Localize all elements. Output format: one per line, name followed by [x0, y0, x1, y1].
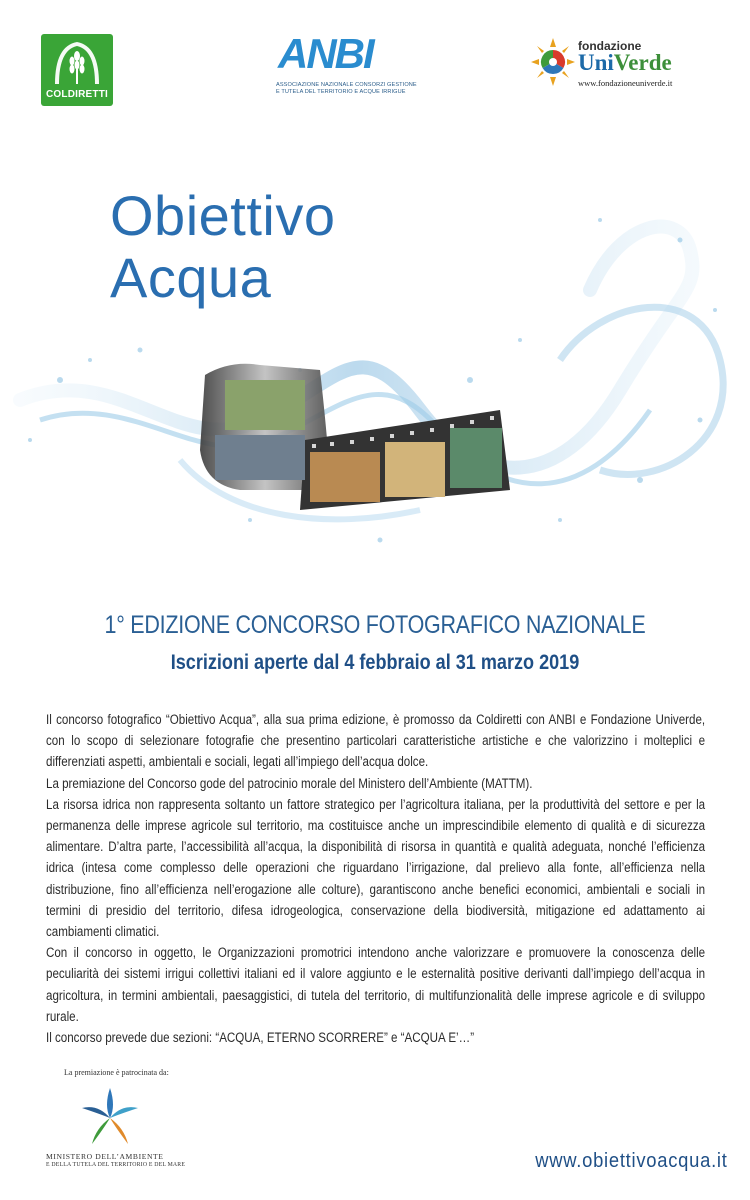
- anbi-subtitle-line-1: ASSOCIAZIONE NAZIONALE CONSORZI GESTIONE: [276, 82, 417, 88]
- hero-title-line-1: Obiettivo: [110, 184, 336, 247]
- hero-visual: [0, 160, 750, 580]
- ministero-name-line-2: E DELLA TUTELA DEL TERRITORIO E DEL MARE: [46, 1162, 186, 1168]
- univerde-name-uni: Uni: [578, 50, 614, 75]
- body-paragraph: Il concorso fotografico “Obiettivo Acqua”, alla sua prima edizione, è promosso da Coldiretti con ANBI e Fondazione Univerde, con lo scopo di selezionare fotografie che presentino particolari caratteristiche artistiche e che valorizzino i molteplici e differenziati aspetti, ambientali e sociali, legati all’impiego dell’acqua dolce.: [46, 712, 706, 770]
- univerde-name: [578, 50, 672, 76]
- univerde-prefix: fondazione: [578, 39, 642, 53]
- edition-heading: 1° EDIZIONE CONCORSO FOTOGRAFICO NAZIONALE: [104, 611, 646, 639]
- coldiretti-label: COLDIRETTI: [46, 89, 108, 100]
- anbi-logo: [272, 30, 477, 106]
- website-link[interactable]: www.obiettivoacqua.it: [535, 1150, 728, 1172]
- ministero-name: [46, 1152, 246, 1170]
- body-paragraph: Il concorso prevede due sezioni: “ACQUA, ETERNO SCORRERE” e “ACQUA E’…”: [46, 1030, 475, 1046]
- univerde-website: www.fondazioneuniverde.it: [578, 78, 673, 88]
- coldiretti-logo: [41, 34, 113, 106]
- body-paragraph: Con il concorso in oggetto, le Organizzazioni promotrici intendono anche valorizzare e promuovere la conoscenza delle peculiarità dei sistemi irrigui collettivi italiani ed il valore aggiunto e le esternalità positive derivanti dall’impiego dell’acqua in agricoltura, in termini ambientali, paesaggistici, di tutela del territorio, di multifunzionalità delle imprese agricole e di sviluppo rurale.: [46, 945, 706, 1024]
- ministero-star-icon: [70, 1085, 150, 1151]
- univerde-logo: [530, 36, 715, 96]
- body-text: [46, 709, 705, 1048]
- body-paragraph: La premiazione del Concorso gode del patrocinio morale del Ministero dell’Ambiente (MATTM).: [46, 775, 533, 791]
- univerde-sun-icon: [530, 36, 576, 88]
- anbi-subtitle-line-2: E TUTELA DEL TERRITORIO E ACQUE IRRIGUE: [276, 89, 406, 95]
- registration-dates: Iscrizioni aperte dal 4 febbraio al 31 marzo 2019: [170, 651, 580, 674]
- anbi-subtitle: [276, 82, 476, 96]
- patronage-label: La premiazione è patrocinata da:: [64, 1068, 169, 1077]
- hero-title-line-2: Acqua: [110, 246, 272, 309]
- univerde-name-verde: Verde: [613, 50, 672, 75]
- body-paragraph: La risorsa idrica non rappresenta soltanto un fattore strategico per l’agricoltura italiana, per la produttività del settore e per la permanenza delle imprese agricole sul territorio, ma costituisce anche un imprescindibile elemento di qualità e di sicurezza alimentare. D’altra parte, l’accessibilità all’acqua, la disponibilità di risorsa in quantità e qualità adeguata, nonché l’efficienza idrica (intesa come complesso delle operazioni che riguardano l’irrigazione, dal prelievo alla fonte, all’efficienza nella distribuzione, fino all’efficienza nell’erogazione alle colture), garantiscono anche benefici economici, ambientali e sociali in termini di presidio del territorio, difesa idrogeologica, conservazione della biodiversità, mitigazione ed adattamento ai cambiamenti climatici.: [46, 796, 706, 940]
- ministero-name-line-1: MINISTERO DELL’AMBIENTE: [46, 1152, 164, 1161]
- anbi-wordmark: ANBI: [278, 30, 373, 77]
